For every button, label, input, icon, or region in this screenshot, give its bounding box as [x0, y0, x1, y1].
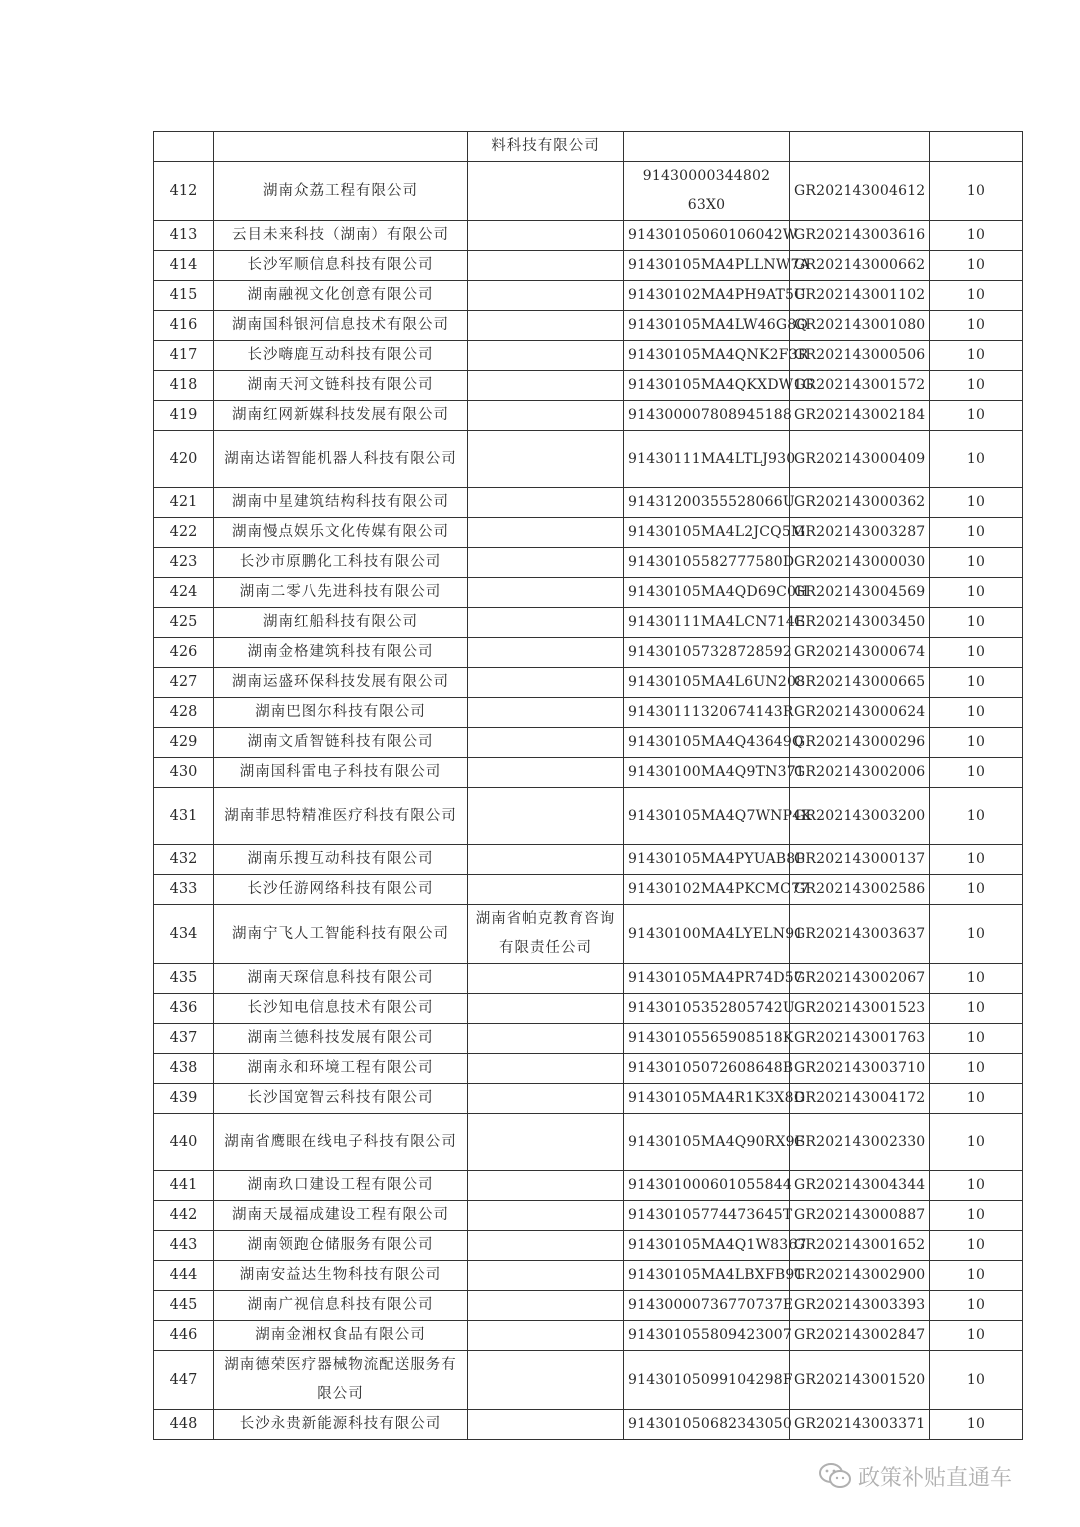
- partner-company-cell: [468, 1231, 624, 1261]
- score-cell: 10: [930, 638, 1023, 668]
- partner-company-cell: [468, 221, 624, 251]
- company-name-cell: 湖南宁飞人工智能科技有限公司: [214, 905, 468, 964]
- score-cell: 10: [930, 728, 1023, 758]
- row-number-cell: 434: [154, 905, 214, 964]
- row-number-cell: 433: [154, 875, 214, 905]
- row-number-cell: 417: [154, 341, 214, 371]
- row-number-cell: 427: [154, 668, 214, 698]
- row-number-cell: 437: [154, 1024, 214, 1054]
- score-cell: 10: [930, 548, 1023, 578]
- certificate-number-cell: GR202143003200: [790, 788, 930, 845]
- certificate-number-cell: GR202143004172: [790, 1084, 930, 1114]
- certificate-number-cell: GR202143002006: [790, 758, 930, 788]
- company-name-cell: 湖南融视文化创意有限公司: [214, 281, 468, 311]
- partner-company-cell: [468, 1201, 624, 1231]
- company-name-cell: 湖南中星建筑结构科技有限公司: [214, 488, 468, 518]
- company-name-cell: 湖南巴图尔科技有限公司: [214, 698, 468, 728]
- row-number-cell: 413: [154, 221, 214, 251]
- row-number-cell: 415: [154, 281, 214, 311]
- score-cell: 10: [930, 1321, 1023, 1351]
- credit-code-cell: 91430105MA4LW46G8Q: [624, 311, 790, 341]
- credit-code-cell: 91430000736770737E: [624, 1291, 790, 1321]
- partner-company-cell: [468, 578, 624, 608]
- credit-code-cell: 91430105MA4Q1W8367: [624, 1231, 790, 1261]
- certificate-number-cell: GR202143000030: [790, 548, 930, 578]
- table-body: [154, 132, 1023, 1440]
- partner-company-cell: [468, 788, 624, 845]
- certificate-number-cell: GR202143001102: [790, 281, 930, 311]
- partner-company-cell: [468, 401, 624, 431]
- row-number-cell: 429: [154, 728, 214, 758]
- company-name-cell: 长沙任游网络科技有限公司: [214, 875, 468, 905]
- score-cell: 10: [930, 221, 1023, 251]
- score-cell: 10: [930, 162, 1023, 221]
- score-cell: 10: [930, 251, 1023, 281]
- table-row: [154, 905, 1023, 964]
- score-cell: 10: [930, 431, 1023, 488]
- score-cell: 10: [930, 788, 1023, 845]
- partner-company-cell: [468, 518, 624, 548]
- partner-company-cell: [468, 1261, 624, 1291]
- credit-code-cell: 91430105MA4L6UN208: [624, 668, 790, 698]
- credit-code-cell: 91430100MA4LYELN91: [624, 905, 790, 964]
- score-cell: 10: [930, 281, 1023, 311]
- table-row: [154, 518, 1023, 548]
- company-name-cell: 湖南运盛环保科技发展有限公司: [214, 668, 468, 698]
- certificate-number-cell: GR202143002900: [790, 1261, 930, 1291]
- row-number-cell: 446: [154, 1321, 214, 1351]
- certificate-number-cell: GR202143000409: [790, 431, 930, 488]
- company-name-cell: 长沙市原鹏化工科技有限公司: [214, 548, 468, 578]
- row-number-cell: 421: [154, 488, 214, 518]
- score-cell: 10: [930, 371, 1023, 401]
- certificate-number-cell: GR202143003287: [790, 518, 930, 548]
- company-name-cell: 湖南省鹰眼在线电子科技有限公司: [214, 1114, 468, 1171]
- table-row: [154, 1291, 1023, 1321]
- company-name-cell: 湖南金湘权食品有限公司: [214, 1321, 468, 1351]
- table-row: [154, 281, 1023, 311]
- table-row: [154, 371, 1023, 401]
- company-name-cell: 长沙永贵新能源科技有限公司: [214, 1410, 468, 1440]
- score-cell: 10: [930, 311, 1023, 341]
- table-row: [154, 488, 1023, 518]
- partner-company-cell: [468, 251, 624, 281]
- company-name-cell: [214, 132, 468, 162]
- partner-company-cell: [468, 488, 624, 518]
- partner-company-cell: [468, 608, 624, 638]
- table-row: [154, 994, 1023, 1024]
- company-name-cell: 湖南文盾智链科技有限公司: [214, 728, 468, 758]
- certificate-number-cell: GR202143003450: [790, 608, 930, 638]
- table-row: [154, 1054, 1023, 1084]
- credit-code-cell: 91430111320674143R: [624, 698, 790, 728]
- table-row: [154, 1410, 1023, 1440]
- certificate-number-cell: GR202143000506: [790, 341, 930, 371]
- table-row: [154, 221, 1023, 251]
- certificate-number-cell: GR202143000662: [790, 251, 930, 281]
- partner-company-cell: [468, 1410, 624, 1440]
- credit-code-cell: 914301057328728592: [624, 638, 790, 668]
- row-number-cell: 423: [154, 548, 214, 578]
- credit-code-cell: 91430105352805742U: [624, 994, 790, 1024]
- partner-company-cell: [468, 728, 624, 758]
- row-number-cell: 430: [154, 758, 214, 788]
- certificate-number-cell: GR202143003393: [790, 1291, 930, 1321]
- company-name-cell: 湖南永和环境工程有限公司: [214, 1054, 468, 1084]
- credit-code-cell: 914300007808945188: [624, 401, 790, 431]
- table-row: [154, 341, 1023, 371]
- certificate-number-cell: GR202143001763: [790, 1024, 930, 1054]
- row-number-cell: 445: [154, 1291, 214, 1321]
- table-row: [154, 431, 1023, 488]
- company-name-cell: 湖南天琛信息科技有限公司: [214, 964, 468, 994]
- table-row: [154, 1261, 1023, 1291]
- row-number-cell: 424: [154, 578, 214, 608]
- credit-code-cell: 91430105582777580D: [624, 548, 790, 578]
- score-cell: 10: [930, 488, 1023, 518]
- table-row: [154, 758, 1023, 788]
- partner-company-cell: [468, 875, 624, 905]
- row-number-cell: 428: [154, 698, 214, 728]
- certificate-number-cell: GR202143001080: [790, 311, 930, 341]
- certificate-number-cell: GR202143003371: [790, 1410, 930, 1440]
- row-number-cell: 441: [154, 1171, 214, 1201]
- credit-code-cell: 91430105MA4Q7WNP4K: [624, 788, 790, 845]
- table-row: [154, 728, 1023, 758]
- credit-code-cell: 914301055809423007: [624, 1321, 790, 1351]
- certificate-number-cell: GR202143002586: [790, 875, 930, 905]
- certificate-number-cell: GR202143003637: [790, 905, 930, 964]
- partner-company-cell: [468, 1054, 624, 1084]
- score-cell: 10: [930, 698, 1023, 728]
- table-row: [154, 251, 1023, 281]
- partner-company-cell: [468, 1351, 624, 1410]
- table-row: [154, 311, 1023, 341]
- credit-code-cell: 91430105MA4R1K3X8D: [624, 1084, 790, 1114]
- row-number-cell: 436: [154, 994, 214, 1024]
- score-cell: 10: [930, 1291, 1023, 1321]
- company-name-cell: 湖南红船科技有限公司: [214, 608, 468, 638]
- credit-code-cell: 91430105MA4QKXDW1G: [624, 371, 790, 401]
- company-name-cell: 湖南达诺智能机器人科技有限公司: [214, 431, 468, 488]
- table-row: [154, 698, 1023, 728]
- table-row: [154, 162, 1023, 221]
- certificate-number-cell: GR202143003616: [790, 221, 930, 251]
- partner-company-cell: [468, 281, 624, 311]
- company-name-cell: 湖南兰德科技发展有限公司: [214, 1024, 468, 1054]
- company-name-cell: 湖南天晟福成建设工程有限公司: [214, 1201, 468, 1231]
- table-row: [154, 845, 1023, 875]
- credit-code-cell: 91430105072608648B: [624, 1054, 790, 1084]
- credit-code-cell: 91430102MA4PH9AT5U: [624, 281, 790, 311]
- company-name-cell: 湖南安益达生物科技有限公司: [214, 1261, 468, 1291]
- certificate-number-cell: GR202143004344: [790, 1171, 930, 1201]
- row-number-cell: 440: [154, 1114, 214, 1171]
- credit-code-cell: 91430105MA4PYUAB8P: [624, 845, 790, 875]
- certificate-number-cell: GR202143002067: [790, 964, 930, 994]
- table-row: [154, 1114, 1023, 1171]
- row-number-cell: 414: [154, 251, 214, 281]
- watermark-text: 政策补贴直通车: [858, 1465, 1013, 1491]
- row-number-cell: 412: [154, 162, 214, 221]
- partner-company-cell: [468, 341, 624, 371]
- table-row: [154, 1084, 1023, 1114]
- table-row: [154, 132, 1023, 162]
- company-name-cell: 云目未来科技（湖南）有限公司: [214, 221, 468, 251]
- score-cell: 10: [930, 994, 1023, 1024]
- company-name-cell: 长沙国宽智云科技有限公司: [214, 1084, 468, 1114]
- credit-code-cell: 914301050682343050: [624, 1410, 790, 1440]
- table-row: [154, 1321, 1023, 1351]
- partner-company-cell: [468, 1171, 624, 1201]
- company-name-cell: 湖南玖口建设工程有限公司: [214, 1171, 468, 1201]
- table-row: [154, 548, 1023, 578]
- partner-company-cell: [468, 431, 624, 488]
- score-cell: 10: [930, 964, 1023, 994]
- partner-company-cell: [468, 845, 624, 875]
- table-row: [154, 788, 1023, 845]
- partner-company-cell: [468, 698, 624, 728]
- score-cell: 10: [930, 1171, 1023, 1201]
- credit-code-cell: 91430105MA4QD69C0H: [624, 578, 790, 608]
- score-cell: 10: [930, 1024, 1023, 1054]
- partner-company-cell: [468, 994, 624, 1024]
- certificate-number-cell: GR202143001523: [790, 994, 930, 1024]
- company-name-cell: 湖南乐搜互动科技有限公司: [214, 845, 468, 875]
- score-cell: 10: [930, 341, 1023, 371]
- row-number-cell: 442: [154, 1201, 214, 1231]
- table-row: [154, 1231, 1023, 1261]
- row-number-cell: 438: [154, 1054, 214, 1084]
- partner-company-cell: [468, 1114, 624, 1171]
- row-number-cell: 422: [154, 518, 214, 548]
- company-name-cell: 湖南金格建筑科技有限公司: [214, 638, 468, 668]
- score-cell: 10: [930, 401, 1023, 431]
- partner-company-cell: [468, 1024, 624, 1054]
- certificate-number-cell: GR202143001520: [790, 1351, 930, 1410]
- certificate-number-cell: GR202143004569: [790, 578, 930, 608]
- company-name-cell: 湖南众荔工程有限公司: [214, 162, 468, 221]
- company-name-cell: 湖南菲思特精准医疗科技有限公司: [214, 788, 468, 845]
- table-row: [154, 1024, 1023, 1054]
- certificate-number-cell: GR202143001572: [790, 371, 930, 401]
- row-number-cell: 416: [154, 311, 214, 341]
- certificate-number-cell: GR202143002330: [790, 1114, 930, 1171]
- credit-code-cell: 91430105060106042W: [624, 221, 790, 251]
- company-name-cell: 长沙嗨鹿互动科技有限公司: [214, 341, 468, 371]
- score-cell: 10: [930, 1084, 1023, 1114]
- credit-code-cell: 91430105774473645T: [624, 1201, 790, 1231]
- partner-company-cell: [468, 1084, 624, 1114]
- certificate-number-cell: [790, 132, 930, 162]
- credit-code-cell: 91430102MA4PKCMC77: [624, 875, 790, 905]
- certificate-number-cell: GR202143000362: [790, 488, 930, 518]
- certificate-number-cell: GR202143000665: [790, 668, 930, 698]
- score-cell: 10: [930, 845, 1023, 875]
- score-cell: [930, 132, 1023, 162]
- score-cell: 10: [930, 1231, 1023, 1261]
- row-number-cell: 448: [154, 1410, 214, 1440]
- partner-company-cell: 湖南省帕克教育咨询有限责任公司: [468, 905, 624, 964]
- partner-company-cell: 料科技有限公司: [468, 132, 624, 162]
- partner-company-cell: [468, 758, 624, 788]
- row-number-cell: 444: [154, 1261, 214, 1291]
- partner-company-cell: [468, 1321, 624, 1351]
- credit-code-cell: 91430105MA4LBXFB9T: [624, 1261, 790, 1291]
- credit-code-cell: 91430105MA4PR74D57: [624, 964, 790, 994]
- partner-company-cell: [468, 311, 624, 341]
- score-cell: 10: [930, 668, 1023, 698]
- partner-company-cell: [468, 1291, 624, 1321]
- score-cell: 10: [930, 1261, 1023, 1291]
- table-row: [154, 401, 1023, 431]
- credit-code-cell: 91430111MA4LTLJ930: [624, 431, 790, 488]
- table-row: [154, 638, 1023, 668]
- credit-code-cell: 914301000601055844: [624, 1171, 790, 1201]
- credit-code-cell: 91430105MA4Q43649Q: [624, 728, 790, 758]
- certificate-number-cell: GR202143003710: [790, 1054, 930, 1084]
- score-cell: 10: [930, 608, 1023, 638]
- watermark: [818, 1456, 1012, 1496]
- wechat-icon: [818, 1462, 852, 1490]
- partner-company-cell: [468, 162, 624, 221]
- score-cell: 10: [930, 1054, 1023, 1084]
- certificate-number-cell: GR202143000887: [790, 1201, 930, 1231]
- score-cell: 10: [930, 1410, 1023, 1440]
- score-cell: 10: [930, 518, 1023, 548]
- row-number-cell: 439: [154, 1084, 214, 1114]
- certificate-number-cell: GR202143002184: [790, 401, 930, 431]
- certificate-number-cell: GR202143004612: [790, 162, 930, 221]
- credit-code-cell: 91430105MA4Q90RX9F: [624, 1114, 790, 1171]
- row-number-cell: 447: [154, 1351, 214, 1410]
- company-name-cell: 湖南领跑仓储服务有限公司: [214, 1231, 468, 1261]
- score-cell: 10: [930, 758, 1023, 788]
- credit-code-cell: 91430105MA4PLLNW7A: [624, 251, 790, 281]
- row-number-cell: 435: [154, 964, 214, 994]
- score-cell: 10: [930, 578, 1023, 608]
- row-number-cell: [154, 132, 214, 162]
- company-name-cell: 湖南德荣医疗器械物流配送服务有限公司: [214, 1351, 468, 1410]
- credit-code-cell: 91430100MA4Q9TN371: [624, 758, 790, 788]
- row-number-cell: 419: [154, 401, 214, 431]
- table-row: [154, 1171, 1023, 1201]
- company-name-cell: 湖南国科银河信息技术有限公司: [214, 311, 468, 341]
- company-name-cell: 长沙军顺信息科技有限公司: [214, 251, 468, 281]
- company-name-cell: 湖南红网新媒科技发展有限公司: [214, 401, 468, 431]
- credit-code-cell: 91430111MA4LCN714E: [624, 608, 790, 638]
- table-row: [154, 668, 1023, 698]
- table-row: [154, 964, 1023, 994]
- company-name-cell: 湖南国科雷电子科技有限公司: [214, 758, 468, 788]
- company-name-cell: 湖南广视信息科技有限公司: [214, 1291, 468, 1321]
- credit-code-cell: 91431200355528066U: [624, 488, 790, 518]
- table-row: [154, 608, 1023, 638]
- company-name-cell: 湖南慢点娱乐文化传媒有限公司: [214, 518, 468, 548]
- company-name-cell: 长沙知电信息技术有限公司: [214, 994, 468, 1024]
- score-cell: 10: [930, 1201, 1023, 1231]
- credit-code-cell: 91430105099104298F: [624, 1351, 790, 1410]
- row-number-cell: 425: [154, 608, 214, 638]
- company-name-cell: 湖南天河文链科技有限公司: [214, 371, 468, 401]
- partner-company-cell: [468, 668, 624, 698]
- table-row: [154, 875, 1023, 905]
- certificate-number-cell: GR202143002847: [790, 1321, 930, 1351]
- credit-code-cell: 91430000344802 63X0: [624, 162, 790, 221]
- company-name-cell: 湖南二零八先进科技有限公司: [214, 578, 468, 608]
- table-row: [154, 1201, 1023, 1231]
- row-number-cell: 426: [154, 638, 214, 668]
- credit-code-cell: 91430105MA4QNK2F3R: [624, 341, 790, 371]
- score-cell: 10: [930, 1114, 1023, 1171]
- partner-company-cell: [468, 964, 624, 994]
- row-number-cell: 443: [154, 1231, 214, 1261]
- table-row: [154, 578, 1023, 608]
- partner-company-cell: [468, 371, 624, 401]
- certificate-number-cell: GR202143000137: [790, 845, 930, 875]
- score-cell: 10: [930, 1351, 1023, 1410]
- partner-company-cell: [468, 638, 624, 668]
- partner-company-cell: [468, 548, 624, 578]
- row-number-cell: 418: [154, 371, 214, 401]
- credit-code-cell: 91430105MA4L2JCQ5M: [624, 518, 790, 548]
- row-number-cell: 432: [154, 845, 214, 875]
- credit-code-cell: [624, 132, 790, 162]
- certificate-number-cell: GR202143000296: [790, 728, 930, 758]
- certificate-number-cell: GR202143001652: [790, 1231, 930, 1261]
- credit-code-cell: 91430105565908518K: [624, 1024, 790, 1054]
- row-number-cell: 431: [154, 788, 214, 845]
- certificate-number-cell: GR202143000674: [790, 638, 930, 668]
- score-cell: 10: [930, 905, 1023, 964]
- score-cell: 10: [930, 875, 1023, 905]
- company-list-table: [153, 131, 1023, 1440]
- row-number-cell: 420: [154, 431, 214, 488]
- table-row: [154, 1351, 1023, 1410]
- certificate-number-cell: GR202143000624: [790, 698, 930, 728]
